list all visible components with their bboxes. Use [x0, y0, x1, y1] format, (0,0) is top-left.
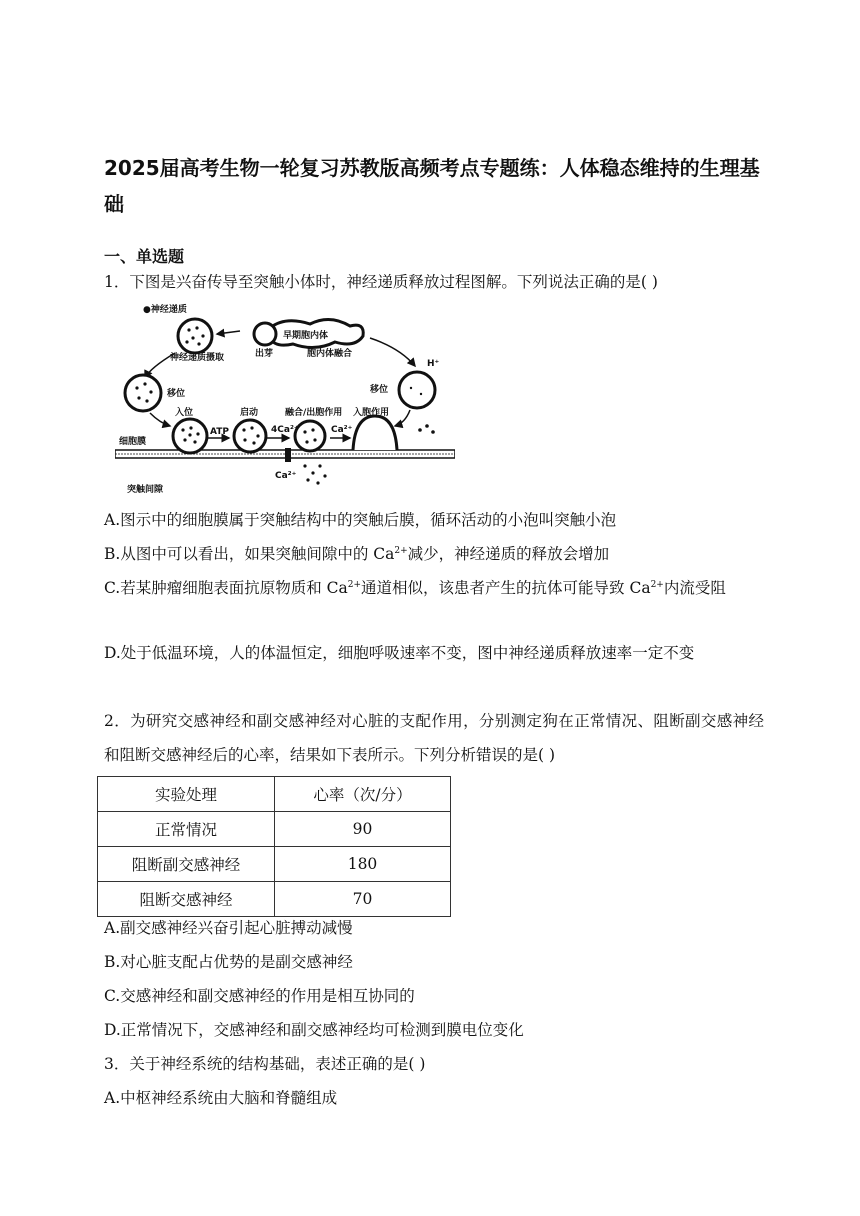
label-atp: ATP: [210, 427, 230, 437]
question-1-stem: 1．下图是兴奋传导至突触小体时，神经递质释放过程图解。下列说法正确的是( ): [104, 273, 658, 291]
label-transmitter: ●神经递质: [143, 305, 187, 315]
label-budding: 出芽: [255, 349, 274, 359]
label-fusion: 融合/出胞作用: [285, 408, 343, 418]
q2-option-b: B.对心脏支配占优势的是副交感神经: [104, 953, 353, 971]
q1-option-a: A.图示中的细胞膜属于突触结构中的突触后膜，循环活动的小泡叫突触小泡: [104, 511, 617, 529]
heart-rate-table: [97, 776, 451, 917]
label-dock: 入位: [175, 408, 194, 418]
table-row: [98, 812, 451, 847]
label-cleft: 突触间隙: [127, 485, 164, 495]
table-cell: 90: [275, 812, 451, 847]
table-cell: 正常情况: [98, 812, 275, 847]
q3-option-a: A.中枢神经系统由大脑和脊髓组成: [104, 1089, 338, 1107]
label-ca-b: Ca²⁺: [275, 471, 297, 481]
label-endosome-fusion: 胞内体融合: [307, 349, 353, 359]
label-move-left: 移位: [167, 389, 186, 399]
label-early-endosome: 早期胞内体: [283, 331, 329, 341]
q2-option-a: A.副交感神经兴奋引起心脏搏动减慢: [104, 919, 353, 937]
table-cell: 180: [275, 847, 451, 882]
label-move-right: 移位: [370, 385, 389, 395]
section-heading: 一、单选题: [104, 247, 185, 266]
label-start: 启动: [240, 408, 259, 418]
vesicle-shape: [178, 319, 212, 353]
label-ca4: 4Ca²⁺: [271, 425, 299, 435]
q1-option-c: C.若某肿瘤细胞表面抗原物质和 $Ca^{2+}$通道相似，该患者产生的抗体可能导致 $Ca^{2+}$内流受阻: [104, 579, 726, 597]
table-header-row: [98, 777, 451, 812]
table-cell: 阻断副交感神经: [98, 847, 275, 882]
q1-option-b: B.从图中可以看出，如果突触间隙中的 $Ca^{2+}$减少，神经递质的释放会增加: [104, 545, 610, 563]
table-row: [98, 882, 451, 917]
q1-option-d: D.处于低温环境，人的体温恒定，细胞呼吸速率不变，图中神经递质释放速率一定不变: [104, 644, 695, 662]
table-cell: 70: [275, 882, 451, 917]
question-3-stem: 3．关于神经系统的结构基础，表述正确的是( ): [104, 1055, 426, 1073]
neurotransmitter-release-figure: [115, 298, 455, 498]
table-header: 实验处理: [98, 777, 275, 812]
label-ca-a: Ca²⁺: [331, 425, 353, 435]
q2-option-d: D.正常情况下，交感神经和副交感神经均可检测到膜电位变化: [104, 1021, 524, 1039]
label-membrane: 细胞膜: [119, 437, 147, 447]
table-cell: 阻断交感神经: [98, 882, 275, 917]
table-header: 心率（次/分）: [275, 777, 451, 812]
document-title: 2025届高考生物一轮复习苏教版高频考点专题练：人体稳态维持的生理基础: [104, 156, 760, 216]
question-2-stem: 2．为研究交感神经和副交感神经对心脏的支配作用，分别测定狗在正常情况、阻断副交感神经和阻断交感神经后的心率，结果如下表所示。下列分析错误的是( ): [104, 712, 764, 764]
label-h-ion: H⁺: [427, 359, 440, 369]
q2-option-c: C.交感神经和副交感神经的作用是相互协同的: [104, 987, 415, 1005]
table-row: [98, 847, 451, 882]
label-uptake: 神经递质摄取: [170, 353, 225, 363]
label-endocytosis: 入胞作用: [353, 408, 390, 418]
